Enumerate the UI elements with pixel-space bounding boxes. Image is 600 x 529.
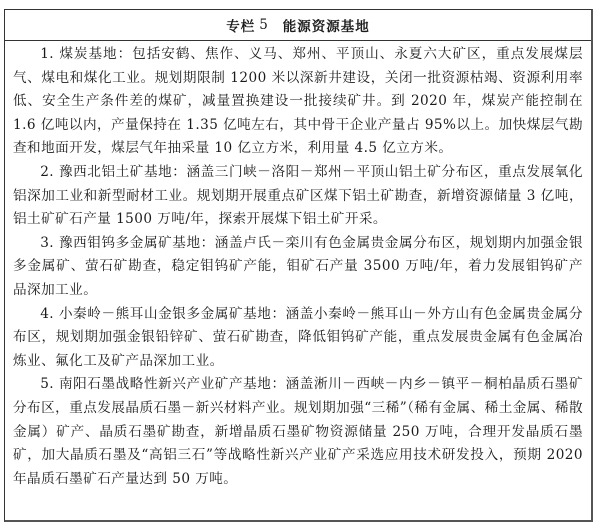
box-title-text: 能源资源基地	[282, 19, 370, 35]
paragraph-graphite-base	[13, 373, 583, 491]
box-title	[5, 10, 591, 41]
paragraph-number: 5.	[40, 376, 55, 393]
box-title-prefix: 专栏	[226, 19, 256, 35]
box-body	[5, 41, 591, 491]
paragraph-heading: 小秦岭－熊耳山金银多金属矿基地：	[58, 305, 286, 322]
paragraph-number: 3.	[40, 234, 55, 251]
paragraph-text: 涵盖淅川－西峡－内乡－镇平－桐柏晶质石墨矿分布区，重点发展晶质石墨－新兴材料产业。规划期加强“三稀”（稀有金属、稀土金属、稀散金属）矿产、晶质石墨矿勘查，新增晶质石墨矿物资源储量 250 万吨，合理开发晶质石墨矿，加大晶质石墨及“高铝三石”等战略性新兴产业矿产采选应用技术研发投入，预期 2020 年晶质石墨矿石产量达到 50 万吨。	[13, 376, 584, 487]
paragraph-number: 2.	[40, 163, 55, 180]
paragraph-text: 涵盖卢氏－栾川有色金属贵金属分布区，规划期内加强金银多金属矿、萤石矿勘查，稳定钼钨矿产能，钼矿石产量 3500 万吨/年，着力发展钼钨矿产品深加工业。	[13, 234, 583, 298]
paragraph-gold-silver-base	[13, 303, 583, 374]
paragraph-heading: 煤炭基地：	[59, 46, 133, 62]
paragraph-text: 包括安鹤、焦作、义马、郑州、平顶山、永夏六大矿区，重点发展煤层气、煤电和煤化工业。规划期限制 1200 米以深新井建设，关闭一批资源枯竭、资源利用率低、安全生产条件差的煤矿，减量置换建设一批接续矿井。到 2020 年，煤炭产能控制在 1.6 亿吨以内，产量保持在 1.35 亿吨左右，其中骨干企业产量占 95%以上。加快煤层气勘查和地面开发，煤层气年抽采量 10 亿立方米，利用量 4.5 亿立方米。	[13, 46, 584, 157]
box-title-number: 5	[259, 17, 269, 33]
paragraph-number: 4.	[40, 305, 55, 322]
column-box	[4, 9, 593, 522]
paragraph-heading: 南阳石墨战略性新兴产业矿产基地：	[58, 376, 286, 393]
paragraph-molybdenum-tungsten-base	[13, 232, 583, 303]
paragraph-bauxite-base	[13, 161, 583, 232]
paragraph-coal-base	[13, 43, 583, 161]
paragraph-text: 涵盖三门峡－洛阳－郑州－平顶山铝土矿分布区，重点发展氧化铝深加工业和新型耐材工业。规划期开展重点矿区煤下铝土矿勘查，新增资源储量 3 亿吨，铝土矿矿石产量 1500 万吨/年，探索开展煤下铝土矿开采。	[13, 163, 583, 228]
paragraph-text: 涵盖小秦岭－熊耳山－外方山有色金属贵金属分布区，规划期加强金银铅锌矿、萤石矿勘查，降低钼钨矿产能，重点发展贵金属有色金属冶炼业、氟化工及矿产品深加工业。	[13, 305, 584, 369]
paragraph-heading: 豫西北铝土矿基地：	[58, 163, 187, 180]
paragraph-heading: 豫西钼钨多金属矿基地：	[58, 234, 215, 251]
paragraph-number: 1.	[40, 46, 55, 62]
